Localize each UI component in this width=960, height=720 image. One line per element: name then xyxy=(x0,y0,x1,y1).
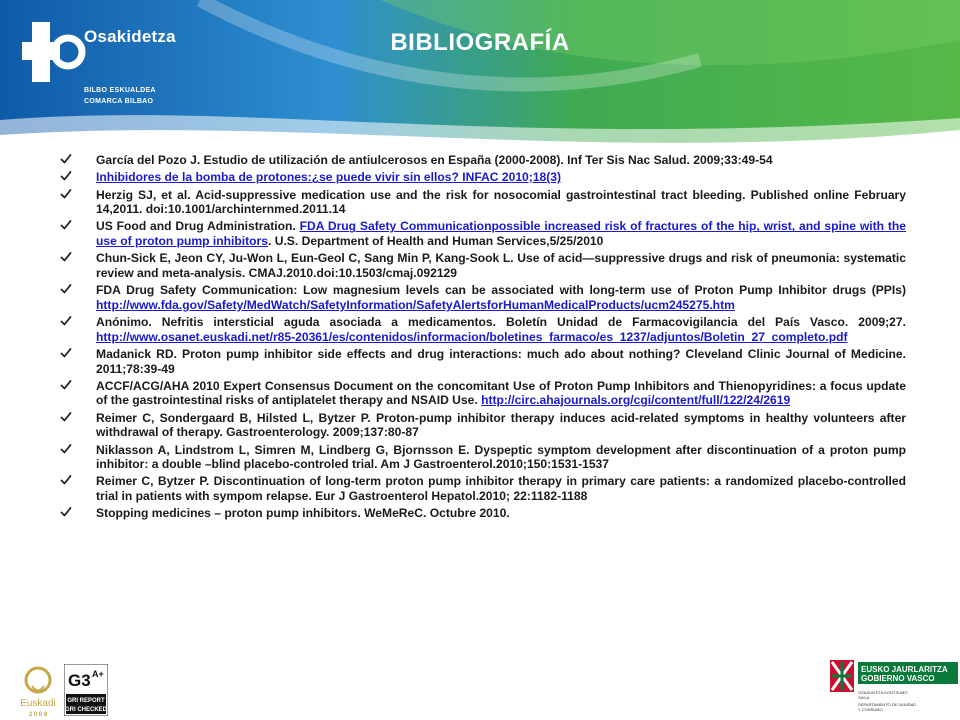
checkmark-icon xyxy=(60,219,72,231)
gri-report: GRI REPORT xyxy=(67,698,105,704)
reference-text: Reimer C, Bytzer P. Discontinuation of long-term proton pump inhibitor therapy in primary care patients: a randomized placebo-controlled trial in patients with sympom relapse. Eur J Gastroenterol Hepatol.2010; 22:1182-1188 xyxy=(96,474,906,504)
reference-text: Anónimo. Nefritis intersticial aguda asociada a medicamentos. Boletín Unidad de Farmacovigilancia del País Vasco. 2009;27. xyxy=(96,315,906,330)
gov-dept-eu-2: SAILA xyxy=(858,695,870,700)
euskadi-2008-logo xyxy=(18,662,58,718)
reference-item xyxy=(60,474,906,503)
euskadi-year: 2 0 0 8 xyxy=(28,712,48,718)
brand-subtitle-line: BILBO ESKUALDEA xyxy=(84,87,156,94)
reference-text: Herzig SJ, et al. Acid-suppressive medication use and the risk for nosocomial gastrointestinal tract bleeding. Published online February 14,2011. doi:10.1001/archinternmed.2011.14 xyxy=(96,187,906,217)
reference-item xyxy=(60,219,906,248)
gri-checked: GRI CHECKED xyxy=(64,707,108,713)
reference-text: Reimer C, Sondergaard B, Hilsted L, Bytzer P. Proton-pump inhibitor therapy induces acid-related symptoms in healthy volunteers after withdrawal of therapy. Gastroenterology. 2009;137:80-87 xyxy=(96,410,906,440)
page-title: BIBLIOGRAFÍA xyxy=(390,29,570,56)
checkmark-icon xyxy=(60,443,72,455)
gov-dept-es: DEPARTAMENTO DE SANIDAD xyxy=(858,702,917,707)
reference-text: Madanick RD. Proton pump inhibitor side effects and drug interactions: much ado about nothing? Cleveland Clinic Journal of Medicine. 2011;78:39-49 xyxy=(96,346,906,376)
brand-subtitle-line: COMARCA BILBAO xyxy=(84,98,154,105)
gov-name-es: GOBIERNO VASCO xyxy=(861,674,935,683)
reference-text: ACCF/ACG/AHA 2010 Expert Consensus Document on the concomitant Use of Proton Pump Inhibitors and Thienopyridines: a focus update of the gastrointestinal risks of antiplatelet therapy and NSAID Use. xyxy=(96,378,906,408)
gri-checked-badge xyxy=(64,664,108,716)
reference-link[interactable]: http://www.osanet.euskadi.net/r85-20361/es/contenidos/informacion/boletines_farmaco/es_1237/adjuntos/Boletin_27_completo.pdf xyxy=(96,329,848,344)
checkmark-icon xyxy=(60,315,72,327)
reference-link[interactable]: FDA Drug Safety Communicationpossible increased risk of fractures of the hip, wrist, and spine with the use of proton pump inhibitors xyxy=(96,219,907,249)
checkmark-icon xyxy=(60,379,72,391)
reference-text: Stopping medicines – proton pump inhibitors. WeMeReC. Octubre 2010. xyxy=(96,506,510,521)
reference-text: FDA Drug Safety Communication: Low magnesium levels can be associated with long-term use of Proton Pump Inhibitor drugs (PPIs) xyxy=(96,283,906,298)
reference-text: García del Pozo J. Estudio de utilización de antiulcerosos en España (2000-2008). Inf Ter Sis Nac Salud. 2009;33:49-54 xyxy=(96,153,773,167)
gobierno-vasco-logo xyxy=(828,656,960,720)
checkmark-icon xyxy=(60,251,72,263)
reference-link[interactable]: http://www.fda.gov/Safety/MedWatch/SafetyInformation/SafetyAlertsforHumanMedicalProducts/ucm245275.htm xyxy=(96,297,735,312)
reference-item xyxy=(60,443,906,472)
brand-name: Osakidetza xyxy=(84,27,176,46)
reference-item xyxy=(60,506,906,521)
reference-item xyxy=(60,347,906,376)
reference-item xyxy=(60,379,906,408)
reference-list xyxy=(60,153,906,524)
checkmark-icon xyxy=(60,347,72,359)
reference-item xyxy=(60,170,906,185)
reference-item xyxy=(60,283,906,312)
reference-item xyxy=(60,251,906,280)
gri-g3: G3 xyxy=(68,671,91,690)
reference-link[interactable]: Inhibidores de la bomba de protones:¿se puede vivir sin ellos? INFAC 2010;18(3) xyxy=(96,170,562,185)
checkmark-icon xyxy=(60,188,72,200)
checkmark-icon xyxy=(60,411,72,423)
reference-item xyxy=(60,188,906,217)
reference-text: Chun-Sick E, Jeon CY, Ju-Won L, Eun-Geol C, Sang Min P, Kang-Sook L. Use of acid—suppressive drugs and risk of pneumonia: systematic review and meta-analysis. CMAJ.2010.doi:10.1503/cmaj.092129 xyxy=(96,251,906,280)
checkmark-icon xyxy=(60,474,72,486)
reference-item xyxy=(60,315,906,344)
reference-text: US Food and Drug Administration. xyxy=(96,219,300,234)
reference-link[interactable]: http://circ.ahajournals.org/cgi/content/full/122/24/2619 xyxy=(481,393,791,408)
checkmark-icon xyxy=(60,153,72,165)
gov-dept-es-2: Y CONSUMO xyxy=(858,707,883,712)
brand-subtitle xyxy=(84,85,156,107)
checkmark-icon xyxy=(60,283,72,295)
checkmark-icon xyxy=(60,506,72,518)
gov-dept-eu: OSASUN ETA KONTSUMO xyxy=(858,690,908,695)
reference-text: Niklasson A, Lindstrom L, Simren M, Lindberg G, Bjornsson E. Dyspeptic symptom development after discontinuation of a proton pump inhibitor: a double –blind placebo-controled trial. Am J Gastroenterol.2010;150:1531-1537 xyxy=(96,442,906,472)
gov-name-eu: EUSKO JAURLARITZA xyxy=(861,665,948,674)
reference-text: . U.S. Department of Health and Human Services,5/25/2010 xyxy=(267,234,604,249)
checkmark-icon xyxy=(60,170,72,182)
reference-item xyxy=(60,411,906,440)
reference-item xyxy=(60,153,906,168)
gri-aplus: A+ xyxy=(92,669,104,679)
euskadi-label: Euskadi xyxy=(20,698,56,709)
